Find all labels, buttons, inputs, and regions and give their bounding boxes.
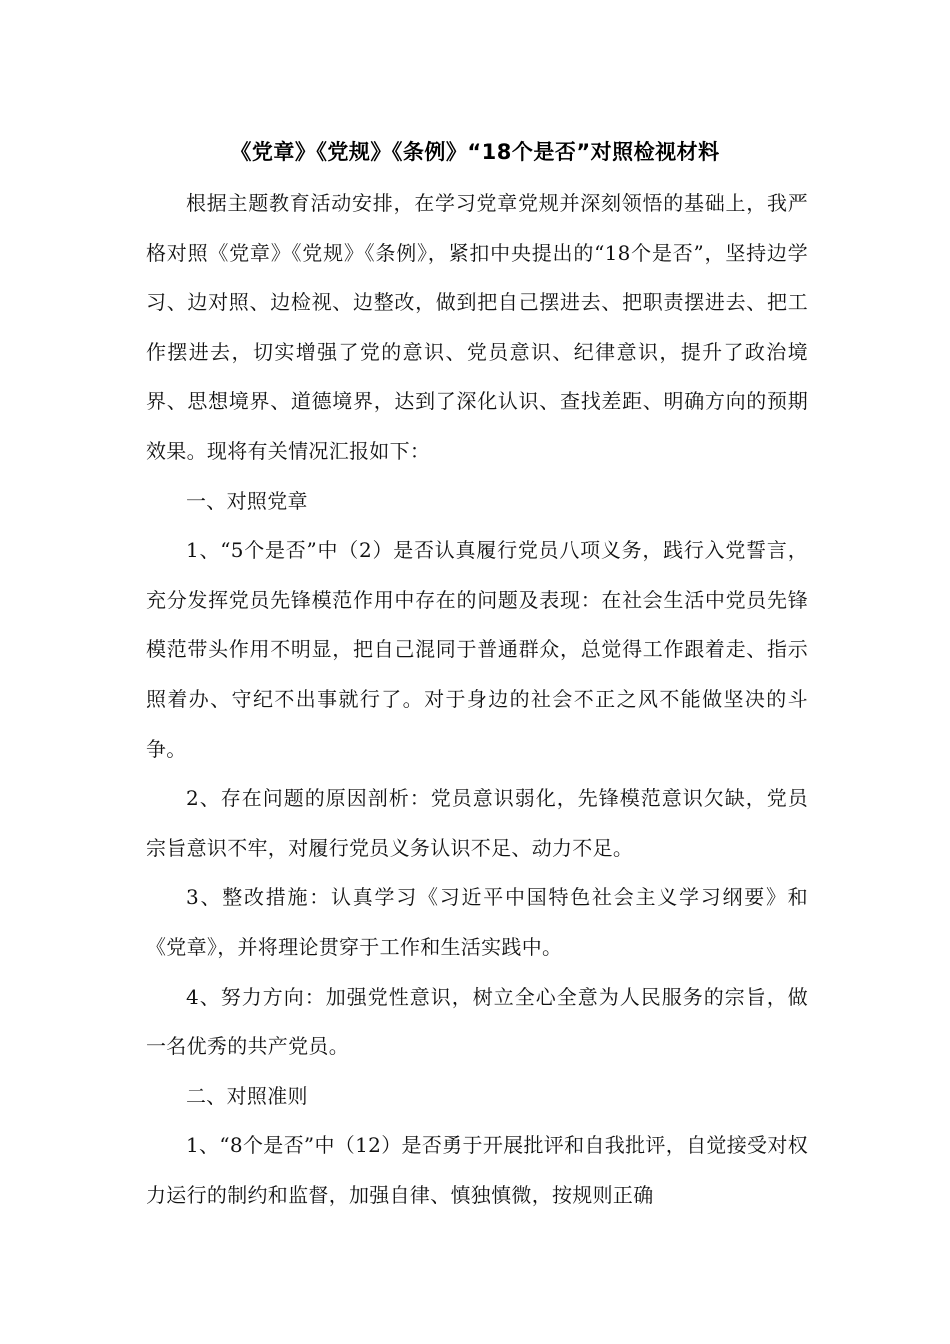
paragraph-1-1: 1、“5个是否”中（2）是否认真履行党员八项义务，践行入党誓言，充分发挥党员先锋模范作用中存在的问题及表现：在社会生活中党员先锋模范带头作用不明显，把自己混同于普通群众，总觉得工作跟着走、指示照着办、守纪不出事就行了。对于身边的社会不正之风不能做坚决的斗争。 [146, 538, 808, 761]
paragraph-1-3: 3、整改措施：认真学习《习近平中国特色社会主义学习纲要》和《党章》，并将理论贯穿于工作和生活实践中。 [146, 885, 808, 959]
document-title: 《党章》《党规》《条例》“18个是否”对照检视材料 [230, 140, 720, 164]
paragraph-1-4: 4、努力方向：加强党性意识，树立全心全意为人民服务的宗旨，做一名优秀的共产党员。 [146, 984, 808, 1059]
section-heading-2: 二、对照准则 [186, 1083, 308, 1108]
paragraph-intro: 根据主题教育活动安排，在学习党章党规并深刻领悟的基础上，我严格对照《党章》《党规》《条例》，紧扣中央提出的“18个是否”，坚持边学习、边对照、边检视、边整改，做到把自己摆进去、把职责摆进去、把工作摆进去，切实增强了党的意识、党员意识、纪律意识，提升了政治境界、思想境界、道德境界，达到了深化认识、查找差距、明确方向的预期效果。现将有关情况汇报如下： [146, 191, 808, 463]
section-heading-1: 一、对照党章 [186, 488, 308, 513]
paragraph-1-2: 2、存在问题的原因剖析：党员意识弱化，先锋模范意识欠缺，党员宗旨意识不牢，对履行党员义务认识不足、动力不足。 [146, 786, 808, 860]
document-body [146, 179, 808, 1220]
paragraph-2-1: 1、“8个是否”中（12）是否勇于开展批评和自我批评，自觉接受对权力运行的制约和监督，加强自律、慎独慎微，按规则正确 [146, 1133, 808, 1207]
